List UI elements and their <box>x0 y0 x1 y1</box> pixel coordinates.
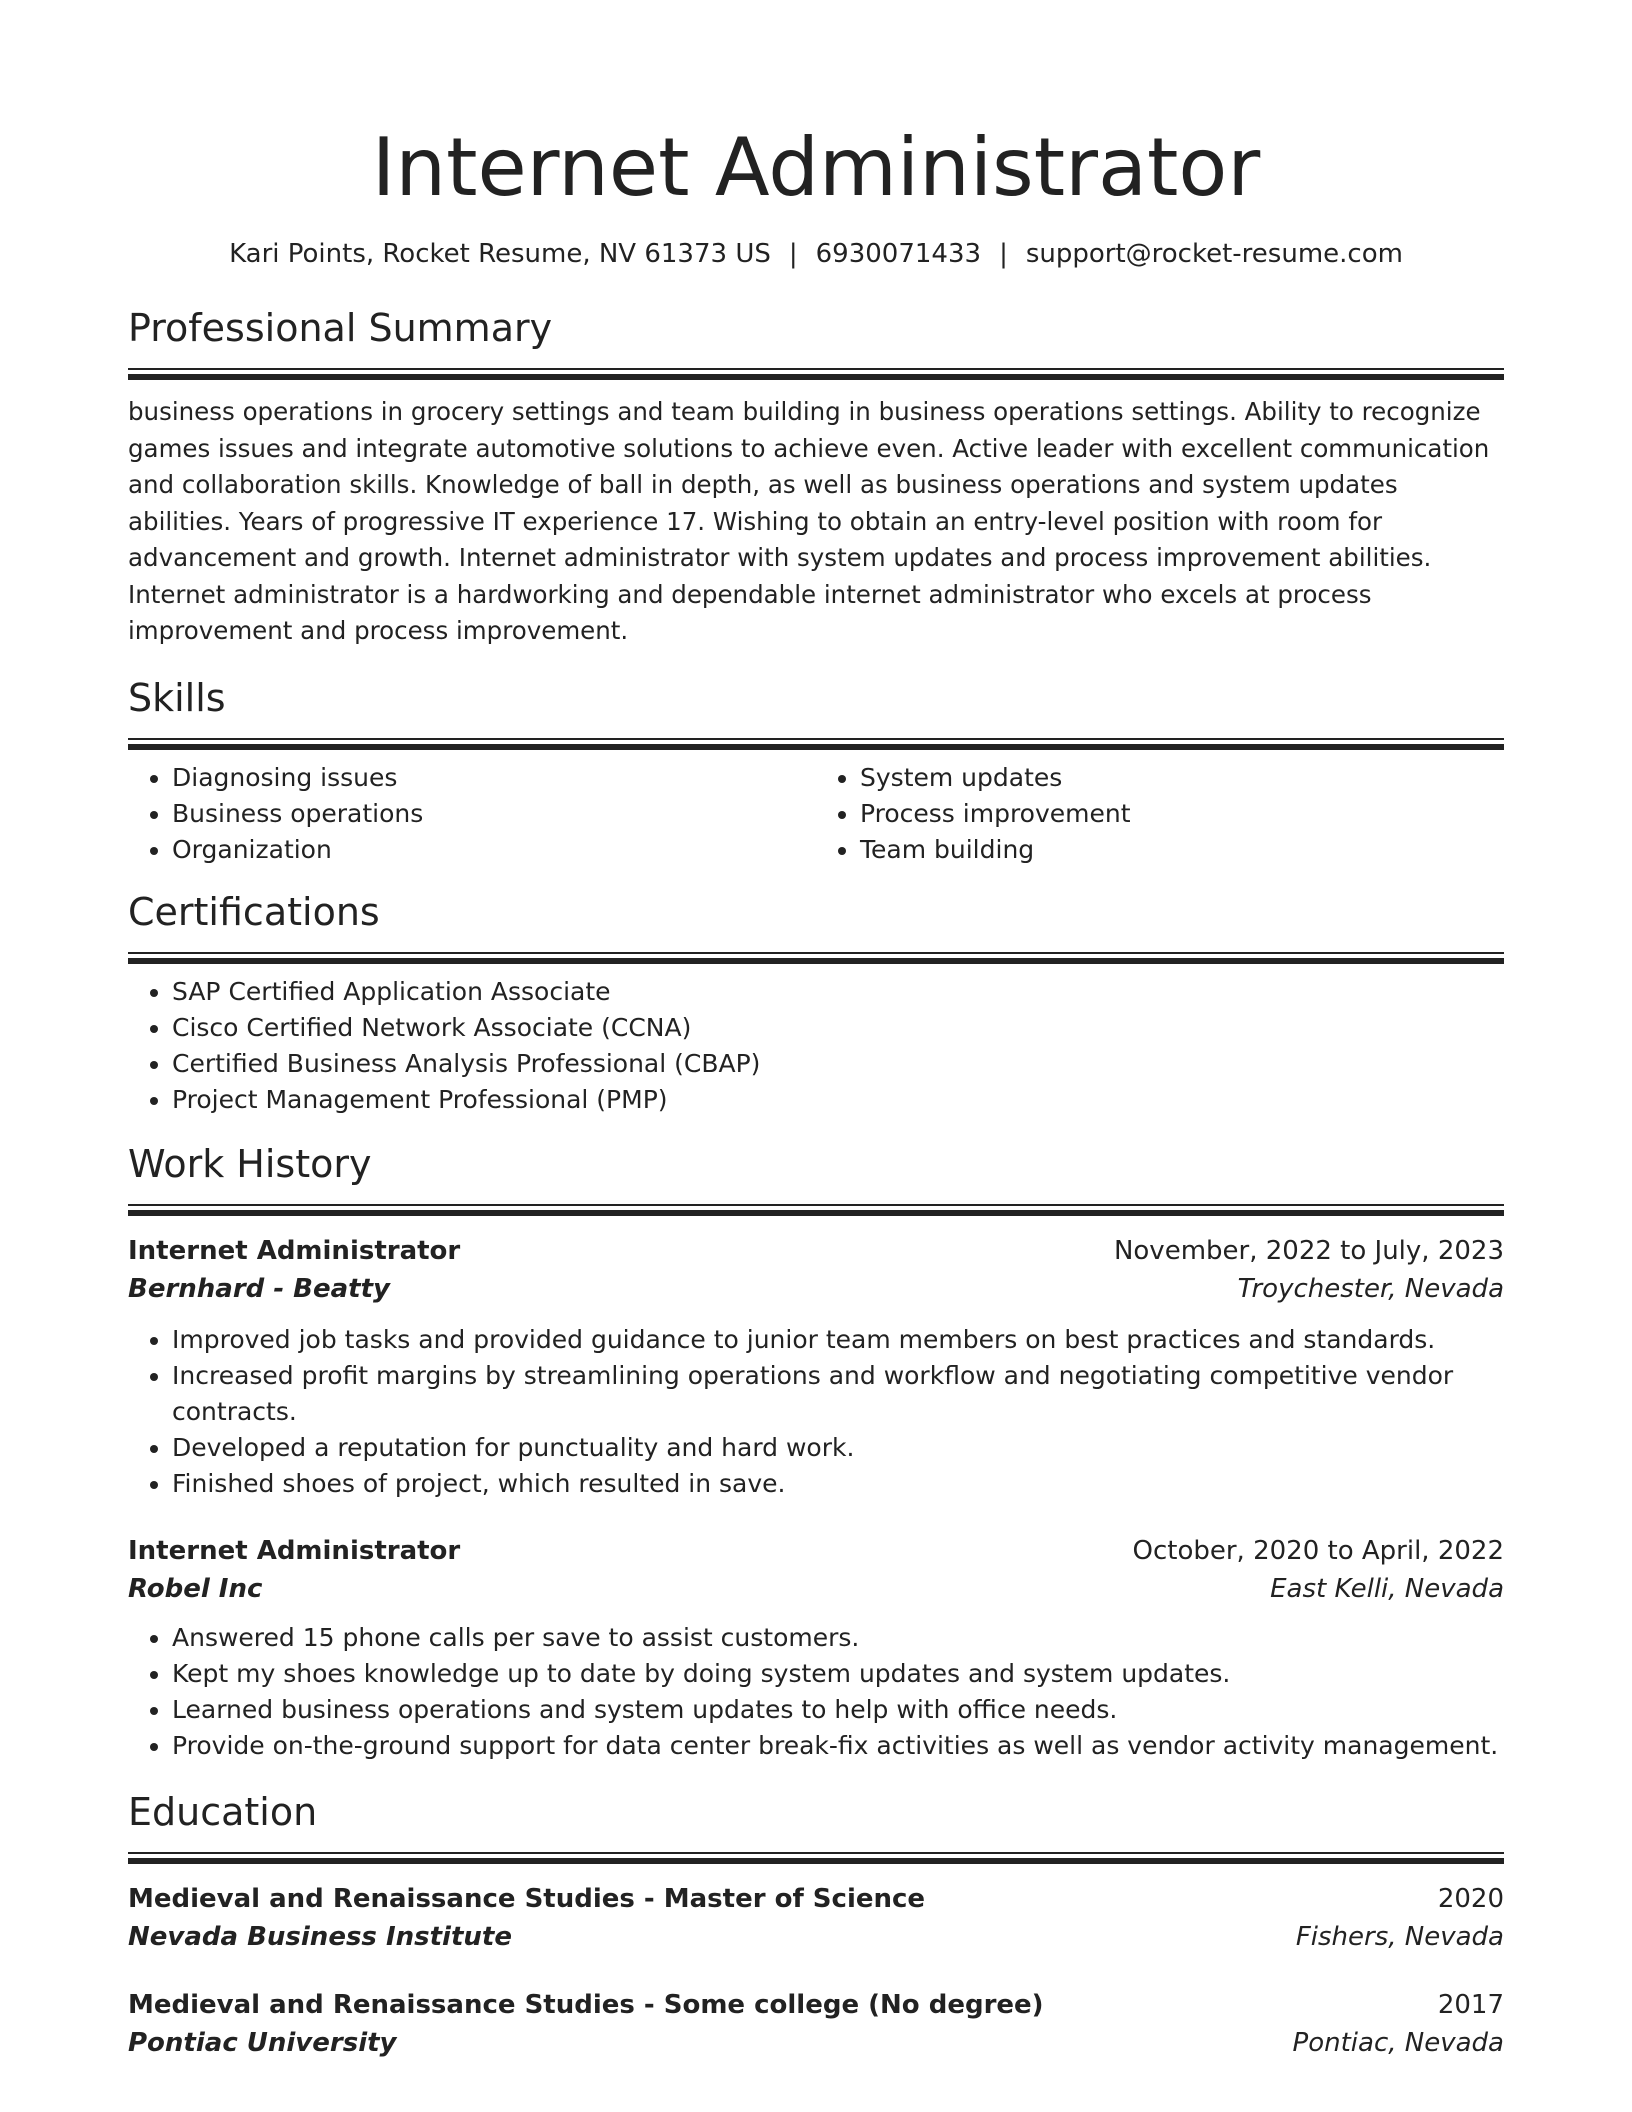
section-divider <box>128 1852 1504 1864</box>
contact-separator: | <box>999 239 1008 269</box>
education-section <box>128 1788 1504 2062</box>
skills-list-left <box>128 760 816 868</box>
job-bullet: • Increased profit margins by streamlining operations and workflow and negotiating competitive vendor contracts. <box>172 1358 1504 1430</box>
education-year: 2020 <box>1437 1883 1504 1914</box>
job-entry <box>128 1232 1504 1502</box>
job-bullet: • Improved job tasks and provided guidance to junior team members on best practices and standards. <box>172 1322 1504 1358</box>
education-entry <box>128 1880 1504 1956</box>
section-divider <box>128 738 1504 750</box>
contact-line <box>128 236 1504 272</box>
skill-item: • Organization <box>172 832 816 868</box>
job-company: Robel Inc <box>128 1573 263 1604</box>
job-bullet: • Provide on-the-ground support for data center break-fix activities as well as vendor activity management. <box>172 1728 1504 1764</box>
skills-list-right <box>816 760 1504 868</box>
education-subheader <box>128 2024 1504 2062</box>
skill-item: • Team building <box>860 832 1504 868</box>
summary-text: business operations in grocery settings and team building in business operations settings. Ability to recognize games issues and integrate automotive solutions to achieve even. Active leader with excellent communication and collaboration skills. Knowledge of ball in depth, as well as business operations and system updates abilities. Years of progressive IT experience 17. Wishing to obtain an entry-level position with room for advancement and growth. Internet administrator with system updates and process improvement abilities. Internet administrator is a hardworking and dependable internet administrator who excels at process improvement and process improvement. <box>128 397 1490 645</box>
job-bullets <box>128 1620 1504 1764</box>
work-history-heading: Work History <box>128 1141 372 1186</box>
job-subheader <box>128 1270 1504 1308</box>
job-entry <box>128 1532 1504 1764</box>
certifications-list <box>128 974 1504 1118</box>
job-bullet: • Learned business operations and system updates to help with office needs. <box>172 1692 1504 1728</box>
education-location: Pontiac, Nevada <box>1292 2027 1504 2058</box>
job-header <box>128 1532 1504 1570</box>
section-divider <box>128 368 1504 380</box>
skills-grid <box>128 750 1504 868</box>
certification-item: • SAP Certified Application Associate <box>172 974 1504 1010</box>
education-header <box>128 1986 1504 2024</box>
contact-address: Kari Points, Rocket Resume, NV 61373 US <box>229 239 771 269</box>
education-degree: Medieval and Renaissance Studies - Master of Science <box>128 1883 926 1914</box>
skill-item: • Business operations <box>172 796 816 832</box>
certification-item: • Certified Business Analysis Professional (CBAP) <box>172 1046 1504 1082</box>
job-bullet: • Finished shoes of project, which resulted in save. <box>172 1466 1504 1502</box>
education-school: Nevada Business Institute <box>128 1921 512 1952</box>
certifications-heading: Certifications <box>128 889 380 934</box>
education-location: Fishers, Nevada <box>1295 1921 1504 1952</box>
education-year: 2017 <box>1437 1989 1504 2020</box>
job-subheader <box>128 1570 1504 1608</box>
job-company: Bernhard - Beatty <box>128 1273 390 1304</box>
contact-phone: 6930071433 <box>815 239 982 269</box>
education-degree: Medieval and Renaissance Studies - Some college (No degree) <box>128 1989 1044 2020</box>
skill-item: • Diagnosing issues <box>172 760 816 796</box>
job-title: Internet Administrator <box>128 1535 461 1566</box>
certification-item: • Project Management Professional (PMP) <box>172 1082 1504 1118</box>
section-divider <box>128 1204 1504 1216</box>
candidate-name: Internet Administrator <box>371 121 1261 214</box>
education-header <box>128 1880 1504 1918</box>
certifications-section <box>128 888 1504 1118</box>
skill-item: • Process improvement <box>860 796 1504 832</box>
education-heading: Education <box>128 1789 318 1834</box>
skill-item: • System updates <box>860 760 1504 796</box>
summary-section <box>128 304 1504 650</box>
contact-email: support@rocket-resume.com <box>1025 239 1403 269</box>
job-bullets <box>128 1322 1504 1502</box>
job-location: East Kelli, Nevada <box>1270 1573 1504 1604</box>
job-header <box>128 1232 1504 1270</box>
job-dates: November, 2022 to July, 2023 <box>1113 1235 1504 1266</box>
job-bullet: • Answered 15 phone calls per save to assist customers. <box>172 1620 1504 1656</box>
section-divider <box>128 952 1504 964</box>
certification-item: • Cisco Certified Network Associate (CCNA) <box>172 1010 1504 1046</box>
contact-separator: | <box>788 239 798 269</box>
job-bullet: • Kept my shoes knowledge up to date by doing system updates and system updates. <box>172 1656 1504 1692</box>
skills-heading: Skills <box>128 675 226 720</box>
job-dates: October, 2020 to April, 2022 <box>1132 1535 1504 1566</box>
summary-heading: Professional Summary <box>128 306 553 350</box>
job-bullet: • Developed a reputation for punctuality and hard work. <box>172 1430 1504 1466</box>
work-history-section <box>128 1140 1504 1764</box>
education-entry <box>128 1986 1504 2062</box>
skills-section <box>128 674 1504 868</box>
education-subheader <box>128 1918 1504 1956</box>
education-school: Pontiac University <box>128 2027 397 2058</box>
job-location: Troychester, Nevada <box>1237 1273 1504 1304</box>
job-title: Internet Administrator <box>128 1235 461 1266</box>
